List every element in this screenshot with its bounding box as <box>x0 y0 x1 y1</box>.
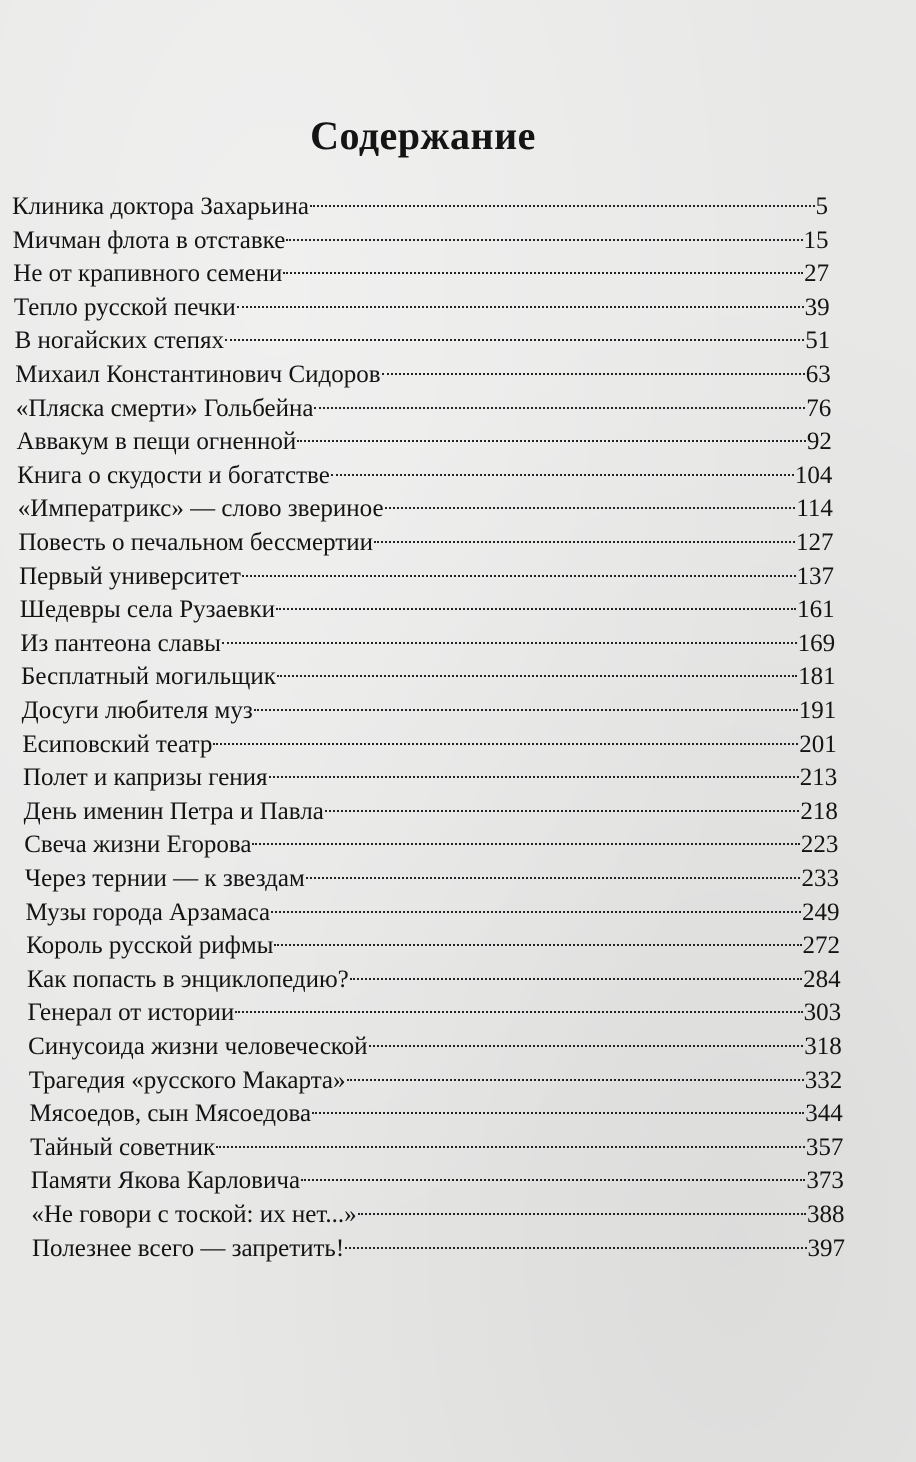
toc-entry-title: «Не говори с тоской: их нет...» <box>31 1201 357 1228</box>
toc-entry-title: Король русской рифмы <box>26 932 274 960</box>
toc-entry <box>31 1166 844 1198</box>
toc-entry <box>12 192 828 224</box>
toc-entry <box>18 494 833 526</box>
dot-leader <box>254 709 798 711</box>
toc-entry-page-number: 63 <box>805 361 831 388</box>
toc-entry-page-number: 373 <box>806 1167 844 1195</box>
dot-leader <box>312 1112 804 1114</box>
dot-leader <box>310 205 814 207</box>
toc-entry-page-number: 201 <box>799 730 837 758</box>
toc-entry-title: Книга о скудости и богатстве <box>17 461 330 489</box>
toc-entry-page-number: 272 <box>802 932 841 960</box>
toc-entry-page-number: 344 <box>805 1100 843 1128</box>
toc-entry <box>20 595 835 627</box>
toc-entry <box>26 931 840 963</box>
toc-entry-page-number: 397 <box>807 1234 845 1262</box>
toc-entry-title: Из пантеона славы <box>20 629 221 657</box>
toc-entry <box>15 326 831 358</box>
page-title: Содержание <box>310 113 536 158</box>
toc-entry <box>24 830 838 862</box>
toc-entry <box>14 293 830 325</box>
toc-entry <box>29 1099 842 1131</box>
dot-leader <box>374 541 795 543</box>
dot-leader <box>358 1213 806 1215</box>
toc-entry <box>22 696 837 728</box>
toc-entry-page-number: 137 <box>796 562 835 590</box>
dot-leader <box>331 474 794 476</box>
toc-entry-title: Полет и капризы гения <box>22 764 268 792</box>
toc-entry-page-number: 114 <box>796 495 833 523</box>
toc-entry <box>16 394 831 426</box>
toc-entry-title: Мичман флота в отставке <box>12 226 286 254</box>
toc-entry-page-number: 191 <box>798 697 837 724</box>
dot-leader <box>350 978 802 980</box>
toc-entry-title: «Императрикс» — слово звериное <box>17 495 384 523</box>
toc-entry-page-number: 127 <box>795 529 834 556</box>
toc-entry-title: Шедевры села Рузаевки <box>19 596 276 624</box>
dot-leader <box>225 339 804 341</box>
dot-leader <box>301 1179 805 1181</box>
toc-entry-title: Генерал от истории <box>27 999 235 1027</box>
dot-leader <box>242 575 796 577</box>
toc-entry <box>20 629 835 661</box>
toc-entry-title: Мясоедов, сын Мясоедова <box>29 1100 312 1128</box>
toc-entry <box>26 898 840 930</box>
dot-leader <box>277 675 797 677</box>
dot-leader <box>382 373 805 375</box>
toc-entry <box>30 1133 843 1165</box>
toc-entry <box>22 730 836 762</box>
toc-entry-title: Первый университет <box>19 562 241 590</box>
dot-leader <box>286 239 802 241</box>
toc-entry-page-number: 233 <box>801 865 839 892</box>
toc-entry-title: Досуги любителя муз <box>21 697 253 724</box>
toc-entry-page-number: 104 <box>794 461 833 489</box>
dot-leader <box>297 440 806 442</box>
toc-entry-title: Тепло русской печки <box>13 293 236 321</box>
dot-leader <box>271 911 801 913</box>
dot-leader <box>283 272 803 274</box>
toc-entry-title: Не от крапивного семени <box>13 260 283 288</box>
toc-entry <box>15 360 831 392</box>
toc-entry-title: Тайный советник <box>30 1133 216 1161</box>
toc-entry-page-number: 223 <box>800 831 839 859</box>
dot-leader <box>269 776 799 778</box>
dot-leader <box>325 810 800 812</box>
toc-entry <box>27 965 841 997</box>
toc-entry-title: Клиника доктора Захарьина <box>12 193 310 220</box>
toc-entry-page-number: 213 <box>799 764 838 792</box>
toc-entry-title: День именин Петра и Павла <box>23 797 324 825</box>
dot-leader <box>385 507 796 509</box>
toc-entry <box>18 528 833 560</box>
toc-entry <box>17 427 832 459</box>
toc-entry-page-number: 284 <box>803 965 841 993</box>
toc-entry <box>28 1032 842 1064</box>
toc-entry-page-number: 15 <box>803 226 829 254</box>
toc-entry-page-number: 39 <box>804 293 830 321</box>
toc-entry <box>25 864 839 896</box>
toc-entry-page-number: 318 <box>804 1033 842 1060</box>
toc-entry <box>31 1200 844 1232</box>
toc-entry-title: Бесплатный могильщик <box>21 663 276 691</box>
toc-entry <box>29 1066 842 1098</box>
toc-entry <box>24 797 838 829</box>
toc-entry-page-number: 51 <box>805 327 831 355</box>
dot-leader <box>235 1011 802 1013</box>
dot-leader <box>252 843 799 845</box>
toc-entry-title: Через тернии — к звездам <box>24 865 305 892</box>
toc-entry <box>19 562 834 594</box>
toc-entry <box>23 763 837 795</box>
dot-leader <box>213 743 798 745</box>
toc-entry-page-number: 181 <box>798 663 836 691</box>
toc-entry-page-number: 169 <box>797 629 836 657</box>
toc-entry-title: Трагедия «русского Макарта» <box>28 1066 346 1094</box>
toc-entry-page-number: 76 <box>806 394 832 422</box>
dot-leader <box>345 1247 806 1249</box>
toc-entry-title: Синусоида жизни человеческой <box>28 1033 368 1060</box>
toc-entry-title: Как попасть в энциклопедию? <box>26 965 349 993</box>
toc-entry-title: Есиповский театр <box>22 730 213 758</box>
dot-leader <box>314 407 805 409</box>
toc-entry-page-number: 161 <box>797 596 835 624</box>
toc-entry-title: Михаил Константинович Сидоров <box>15 361 381 388</box>
dot-leader <box>369 1045 804 1047</box>
dot-leader <box>216 1146 805 1148</box>
toc-entry-page-number: 388 <box>806 1201 845 1228</box>
toc-entry <box>27 998 841 1030</box>
toc-entry-page-number: 332 <box>804 1066 843 1094</box>
toc-entry <box>32 1234 845 1266</box>
toc-entry-title: Музы города Арзамаса <box>25 898 271 926</box>
dot-leader <box>276 608 796 610</box>
toc-entry-page-number: 357 <box>805 1133 844 1161</box>
toc-entry-title: Памяти Якова Карловича <box>30 1167 301 1195</box>
toc-entry-title: В ногайских степях <box>14 327 224 355</box>
toc-entry-page-number: 92 <box>806 428 832 456</box>
toc-entry-page-number: 5 <box>815 193 828 220</box>
toc-entry-title: Свеча жизни Егорова <box>24 831 252 859</box>
toc-entry-title: Полезнее всего — запретить! <box>32 1234 345 1262</box>
toc-entry <box>13 259 829 291</box>
toc-entry <box>21 662 836 694</box>
toc-entry-title: Аввакум в пещи огненной <box>16 428 297 456</box>
dot-leader <box>347 1079 804 1081</box>
dot-leader <box>222 642 797 644</box>
toc-entry-page-number: 27 <box>804 260 830 288</box>
toc-entry <box>17 461 832 493</box>
toc-entry-page-number: 249 <box>802 898 840 926</box>
toc-entry-page-number: 303 <box>803 999 842 1027</box>
toc-entry-page-number: 218 <box>800 797 838 825</box>
toc-entry-title: Повесть о печальном бессмертии <box>18 529 373 556</box>
toc-entry <box>13 226 829 258</box>
dot-leader <box>274 944 801 946</box>
toc-entry-title: «Пляска смерти» Гольбейна <box>15 394 314 422</box>
dot-leader <box>306 877 801 879</box>
dot-leader <box>237 306 804 308</box>
